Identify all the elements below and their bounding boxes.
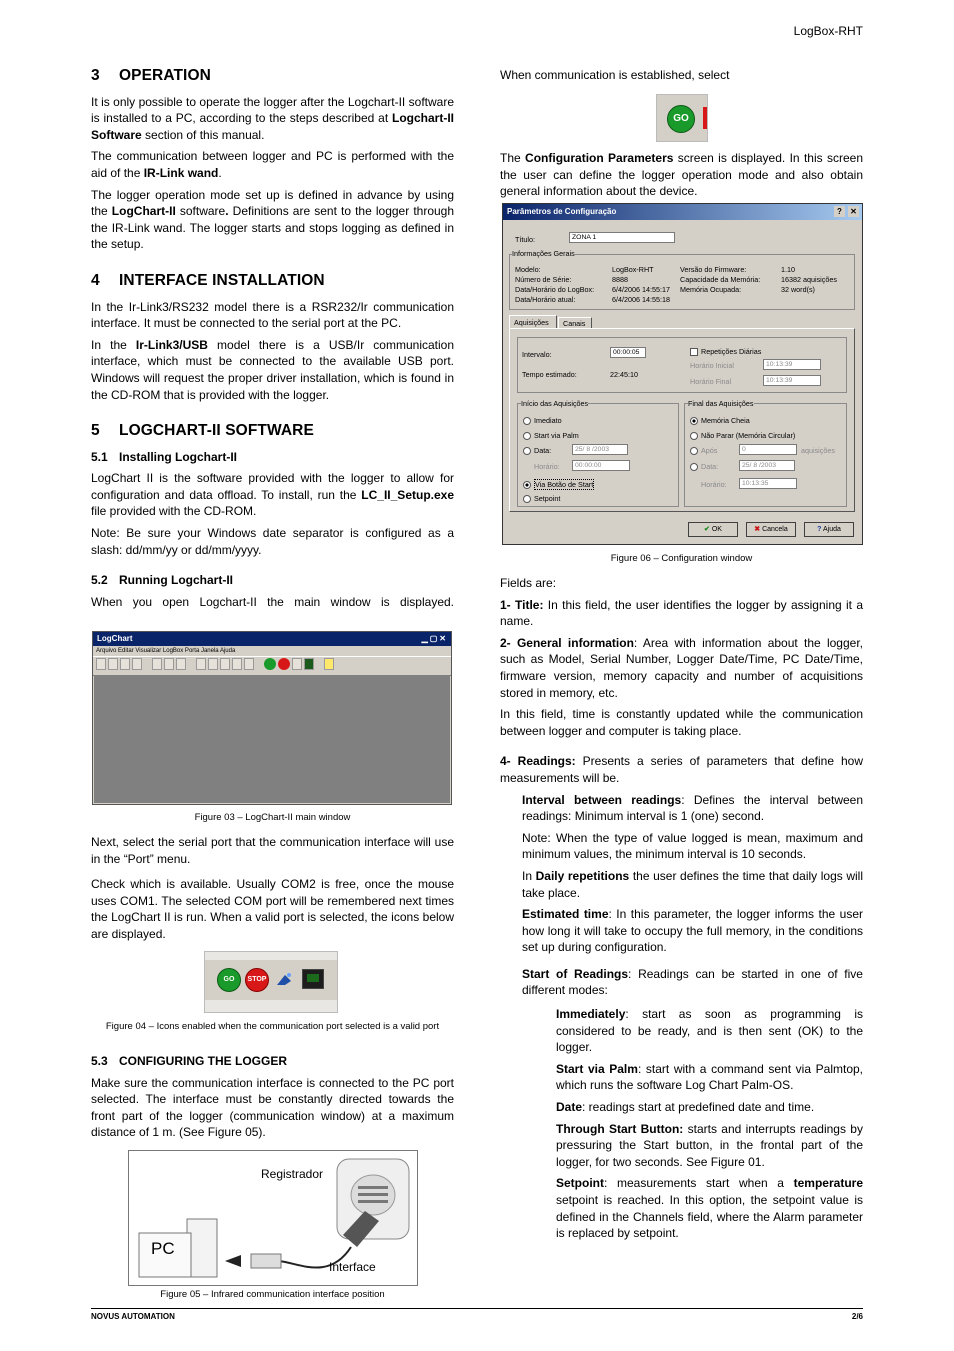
section-5-2-p1: When you open Logchart-II the main window is displayed. — [91, 594, 454, 609]
window-controls-icon: ▁▢✕ — [421, 634, 448, 643]
start-desc: Start of Readings: Readings can be started in one of five different modes: — [522, 966, 863, 998]
radio-botao[interactable]: Via Botão de Start — [523, 480, 594, 489]
interval-desc: Interval between readings: Defines the interval between readings: Minimum interval is 1 (one) second. — [522, 792, 864, 824]
interval-input[interactable]: 00:00:05 — [610, 347, 646, 358]
section-5-3-heading: 5.3 CONFIGURING THE LOGGER — [91, 1054, 287, 1068]
initial-time-input[interactable]: 10:13:39 — [763, 359, 821, 370]
figure-5-caption: Figure 05 – Infrared communication interface position — [160, 1289, 385, 1300]
go-icon-figure — [656, 94, 708, 142]
display-icon — [302, 969, 324, 989]
registrador-label: Registrador — [261, 1167, 324, 1181]
display-icon — [304, 658, 314, 670]
interface-label: Interface — [329, 1260, 376, 1274]
date-desc: Date: readings start at predefined date and time. — [556, 1100, 815, 1115]
go-icon — [264, 658, 276, 670]
dialog-title-bar: Parâmetros de Configuração ? ✕ — [503, 204, 862, 220]
radio-imediato[interactable]: Imediato — [523, 416, 562, 425]
section-5-2-p3: Check which is available. Usually COM2 is free, once the mouse uses COM1. The selected COM port will be remembered next times the LogChart II is run. When a valid port is selected, the icons below are displayed. — [91, 877, 454, 941]
end-time-input[interactable]: 10:13:35 — [739, 478, 797, 489]
go-icon: GO — [667, 105, 695, 133]
right-column-a — [500, 150, 863, 205]
general-info-group: Informações Gerais Modelo: Número de Série: Data/Horário do LogBox: Data/Horário atual: LogBox-RHT 8888 6/4/2006 14:55:17 6/4/2006 14:55:18 Versão do Firmware: Capacidade da Memória: Memória Ocupada: 1.10 16382 aquisições 32 word(s) — [509, 254, 855, 310]
tab-aquisicoes[interactable]: Aquisições — [509, 315, 557, 328]
config-intro-p: The Configuration Parameters screen is displayed. In this screen the user can define the logger operation mode and also obtain general information about the device. — [500, 151, 863, 199]
field-4: 4- Readings: Presents a series of parameters that define how measurements will be. — [500, 754, 864, 785]
button-desc: Through Start Button: starts and interrupts readings by pressuring the Start button, in the frontal part of the logger, for two seconds. See Figure 01. — [556, 1121, 863, 1169]
start-time-input[interactable]: 00:00:00 — [572, 460, 630, 471]
section-4-heading: 4 INTERFACE INSTALLATION — [91, 271, 325, 289]
section-5-2-heading: 5.2 Running Logchart-II — [91, 573, 233, 588]
logchart-workspace — [94, 675, 450, 803]
stop-icon: STOP — [245, 968, 269, 992]
section-5-3-p1: Make sure the communication interface is connected to the PC port selected. The interface must be constantly directed towards the front part of the logger (communication window) at a maximum distance of 1 m. (See Figure 05). — [91, 1075, 454, 1140]
help-question-icon: ? — [817, 526, 822, 533]
section-3-p2: The communication between logger and PC is performed with the aid of the IR-Link wand. — [91, 149, 454, 180]
logchart-main-window-figure — [92, 631, 452, 805]
check-icon: ✔ — [704, 526, 710, 533]
right-column-b — [500, 575, 863, 1247]
section-3-p1: It is only possible to operate the logger after the Logchart-II software is installed to a PC, according to the steps described at Logchart-II Software section of this manual. — [91, 94, 454, 142]
section-5-1-heading: 5.1 Installing Logchart-II — [91, 449, 238, 464]
wand-icon — [275, 969, 295, 989]
interval-group: Intervalo: 00:00:05 Tempo estimado: 22:45:10 Repetições Diárias Horário Inicial 10:13:39 Horário Final 10:13:39 — [517, 337, 847, 393]
figure-4-caption: Figure 04 – Icons enabled when the communication port selected is a valid port — [105, 1021, 440, 1032]
immediately-desc: Immediately: start as soon as programming is considered to be ready, and is then sent (OK) to the logger. — [556, 1007, 863, 1055]
estimated-desc: Estimated time: In this parameter, the logger informs the user how long it will take to occupy the full memory, in the conditions set up during configuration. — [522, 907, 863, 955]
section-5-heading: 5 LOGCHART-II SOFTWARE — [91, 422, 314, 440]
section-5-1-p1: LogChart II is the software provided with the logger to allow for configuration and data offload. To install, run the LC_II_Setup.exe file provided with the CD-ROM. — [91, 471, 454, 519]
interface-position-figure — [128, 1150, 418, 1286]
logchart-menubar: Arquivo Editar Visualizar LogBox Porta Janela Ajuda — [96, 648, 236, 654]
logchart-toolbar — [93, 656, 451, 676]
footer-rule — [91, 1308, 863, 1309]
help-button[interactable]: ? Ajuda — [804, 522, 854, 537]
enabled-icons-figure — [204, 951, 338, 1013]
right-intro: When communication is established, select — [500, 68, 730, 82]
interval-note: Note: When the type of value logged is mean, maximum and minimum values, the minimum interval is 10 seconds. — [522, 830, 863, 862]
cancel-button[interactable]: ✖ Cancela — [746, 522, 796, 537]
close-icon[interactable]: ✕ — [848, 206, 859, 217]
radio-setpoint[interactable]: Setpoint — [523, 494, 560, 503]
section-4-p2: In the Ir-Link3/USB model there is a USB/Ir communication interface, which must be connected to the available USB port. Windows will request the proper driver installation, which is found in the CD-ROM that is provided with the logger. — [91, 337, 455, 402]
wand-icon — [292, 658, 302, 670]
palm-desc: Start via Palm: start with a command sent via Palmtop, which runs the software Log Chart Palm-OS. — [556, 1061, 863, 1093]
footer-company: NOVUS AUTOMATION — [91, 1312, 175, 1321]
radio-apos[interactable]: Após — [690, 446, 717, 455]
radio-nao-parar[interactable]: Não Parar (Memória Circular) — [690, 431, 795, 440]
radio-memoria-cheia[interactable]: Memória Cheia — [690, 416, 750, 425]
left-column-c — [91, 1053, 454, 1146]
left-column-b — [91, 834, 454, 948]
field-2: 2- General information: Area with information about the logger, such as Model, Serial Number, Logger Date/Time, PC Date/Time, firmware version, memory capacity and number of acquisitions stored in memory, etc. — [500, 635, 863, 700]
daily-desc: In Daily repetitions the user defines the time that daily logs will take place. — [522, 868, 864, 900]
end-group: Final das Aquisições Memória Cheia Não Parar (Memória Circular) Após 0 aquisições Data: 25/ 8 /2003 Horário: 10:13:35 — [684, 403, 847, 507]
field-2-p2: In this field, time is constantly updated while the communication between logger and computer is taking place. — [500, 707, 863, 738]
figure-6-caption: Figure 06 – Configuration window — [610, 553, 753, 564]
logchart-title-bar: LogChart ▁▢✕ — [93, 632, 451, 646]
start-date-input[interactable]: 25/ 8 /2003 — [572, 444, 628, 455]
stop-icon — [278, 658, 290, 670]
field-1: 1- Title: In this field, the user identifies the logger by assigning it a name. — [500, 597, 864, 629]
help-icon — [324, 658, 334, 670]
fields-are: Fields are: — [500, 576, 557, 590]
start-group: Início das Aquisições Imediato Start via Palm Data: 25/ 8 /2003 Horário: 00:00:00 Via Botão de Start Setpoint — [517, 403, 679, 507]
titulo-label: Título: — [515, 235, 535, 244]
apos-input[interactable]: 0 — [739, 444, 797, 455]
radio-palm[interactable]: Start via Palm — [523, 431, 579, 440]
footer-page: 2/6 — [851, 1312, 863, 1321]
tab-canais[interactable]: Canais — [558, 317, 592, 328]
ok-button[interactable]: ✔ OK — [688, 522, 738, 537]
daily-repetitions-checkbox[interactable]: Repetições Diárias — [690, 347, 761, 356]
go-icon: GO — [217, 968, 241, 992]
section-3-heading: 3 OPERATION — [91, 67, 211, 84]
section-4-p1: In the Ir-Link3/RS232 model there is a RSR232/Ir communication interface. It must be connected to the serial port at the PC. — [91, 299, 454, 331]
help-icon[interactable]: ? — [834, 206, 845, 217]
cancel-x-icon: ✖ — [754, 526, 761, 533]
setpoint-desc: Setpoint: measurements start when a temperature setpoint is reached. In this option, the setpoint value is defined in the Channels field, where the Alarm parameter is replaced by setpoint. — [556, 1176, 863, 1241]
titulo-input[interactable]: ZONA 1 — [569, 232, 675, 243]
pc-label: PC — [151, 1239, 175, 1258]
estimated-time-value: 22:45:10 — [610, 370, 638, 379]
figure-3-caption: Figure 03 – LogChart-II main window — [194, 812, 351, 823]
left-column — [91, 68, 454, 615]
configuration-dialog — [502, 203, 863, 545]
final-time-input[interactable]: 10:13:39 — [763, 375, 821, 386]
section-3-p3: The logger operation mode set up is defined in advance by using the LogChart-II software. Definitions are sent to the logger through the IR-Link wand. The logger starts and stops logging as defined in the setup. — [91, 187, 455, 252]
radio-data-final[interactable]: Data: — [690, 462, 718, 471]
end-date-input[interactable]: 25/ 8 /2003 — [739, 460, 795, 471]
radio-data[interactable]: Data: — [523, 446, 551, 455]
section-5-2-p2: Next, select the serial port that the communication interface will use in the “Port” menu. — [91, 835, 454, 866]
section-5-1-p2: Note: Be sure your Windows date separator is configured as a slash: dd/mm/yy or dd/mm/yyyy. — [91, 526, 454, 557]
header-product: LogBox-RHT — [793, 24, 863, 38]
